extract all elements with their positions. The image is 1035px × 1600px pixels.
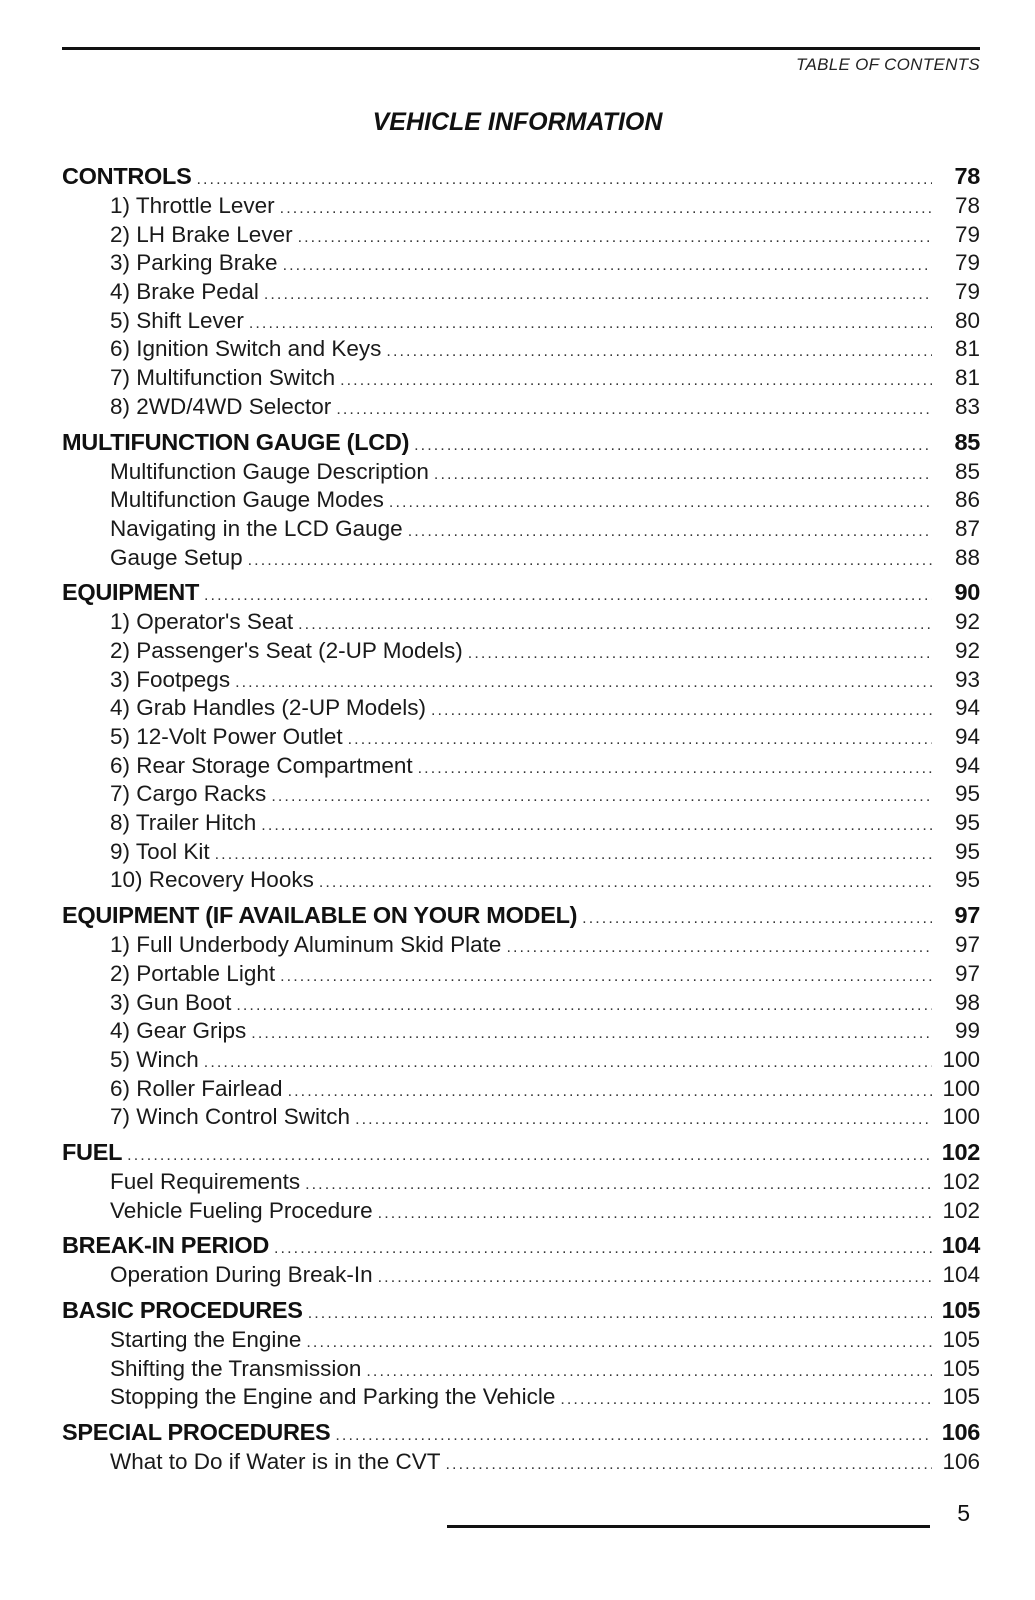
toc-entry[interactable]	[62, 486, 980, 515]
dot-leader	[389, 489, 932, 518]
entry-label: BREAK-IN PERIOD	[62, 1232, 270, 1259]
entry-label: Fuel Requirements	[110, 1168, 301, 1194]
toc-entry[interactable]	[62, 1017, 980, 1046]
entry-page-number: 83	[954, 393, 980, 419]
dot-leader	[431, 697, 932, 726]
entry-page-number: 93	[954, 666, 980, 692]
toc-section	[62, 1230, 980, 1290]
toc-entry[interactable]	[62, 221, 980, 250]
page-title: VEHICLE INFORMATION	[372, 108, 663, 136]
dot-leader	[378, 1264, 932, 1293]
entry-label: 2) LH Brake Lever	[110, 221, 293, 247]
entry-label: 7) Cargo Racks	[110, 781, 267, 807]
entry-page-number: 106	[942, 1449, 980, 1475]
dot-leader	[306, 1329, 932, 1358]
dot-leader	[261, 812, 932, 841]
entry-label: 5) Winch	[110, 1046, 199, 1072]
dot-leader	[468, 640, 932, 669]
entry-label: 1) Throttle Lever	[110, 193, 275, 218]
dot-leader	[446, 1451, 932, 1480]
dot-leader	[336, 396, 932, 425]
dot-leader	[235, 669, 932, 698]
entry-label: Stopping the Engine and Parking the Vehicle	[110, 1384, 556, 1410]
footer-rule	[447, 1525, 930, 1528]
toc-entry[interactable]	[62, 608, 980, 637]
entry-page-number: 94	[954, 752, 980, 778]
toc-entry[interactable]	[62, 278, 980, 307]
entry-label: EQUIPMENT	[62, 579, 200, 606]
dot-leader	[280, 963, 932, 992]
toc-section-heading[interactable]	[62, 1230, 980, 1261]
toc-entry[interactable]	[62, 249, 980, 278]
dot-leader	[280, 195, 932, 224]
toc-entry[interactable]	[62, 960, 980, 989]
entry-page-number: 80	[954, 307, 980, 333]
entry-page-number: 105	[942, 1327, 980, 1352]
entry-label: Multifunction Gauge Modes	[110, 487, 384, 513]
toc-section	[62, 161, 980, 422]
entry-page-number: 94	[954, 724, 980, 749]
dot-leader	[414, 430, 932, 461]
dot-leader	[215, 841, 932, 870]
toc-entry[interactable]	[62, 1075, 980, 1104]
toc-section-heading[interactable]	[62, 161, 980, 192]
toc-entry[interactable]	[62, 752, 980, 781]
dot-leader	[288, 1078, 932, 1107]
entry-label: 4) Brake Pedal	[110, 279, 259, 305]
dot-leader	[271, 783, 932, 812]
toc-entry[interactable]	[62, 364, 980, 393]
entry-page-number: 78	[954, 163, 980, 189]
dot-leader	[582, 903, 932, 934]
toc-section	[62, 1417, 980, 1477]
toc-entry[interactable]	[62, 1326, 980, 1355]
entry-label: 1) Operator's Seat	[110, 609, 294, 635]
entry-page-number: 100	[942, 1104, 980, 1130]
toc-section	[62, 427, 980, 573]
dot-leader	[386, 338, 932, 367]
toc-section	[62, 1295, 980, 1412]
toc-entry[interactable]	[62, 694, 980, 723]
entry-label: CONTROLS	[62, 163, 192, 189]
entry-label: 3) Footpegs	[110, 666, 231, 692]
entry-label: 6) Roller Fairlead	[110, 1075, 283, 1101]
toc-entry[interactable]	[62, 809, 980, 838]
toc-entry[interactable]	[62, 866, 980, 895]
entry-label: 8) Trailer Hitch	[110, 810, 257, 836]
entry-page-number: 81	[954, 336, 980, 362]
toc-section	[62, 900, 980, 1132]
entry-page-number: 92	[954, 609, 980, 635]
toc-section-heading[interactable]	[62, 1137, 980, 1168]
entry-page-number: 81	[954, 365, 980, 391]
toc-entry[interactable]	[62, 1355, 980, 1384]
toc-section-heading[interactable]	[62, 900, 980, 931]
toc-section	[62, 1137, 980, 1225]
toc-entry[interactable]	[62, 335, 980, 364]
entry-page-number: 95	[954, 867, 980, 893]
running-header: TABLE OF CONTENTS	[796, 55, 980, 74]
entry-page-number: 79	[954, 279, 980, 305]
toc-entry[interactable]	[62, 192, 980, 221]
entry-label: 3) Parking Brake	[110, 250, 278, 276]
entry-page-number: 105	[942, 1355, 980, 1381]
dot-leader	[249, 310, 932, 339]
toc-entry[interactable]	[62, 1197, 980, 1226]
entry-label: Multifunction Gauge Description	[110, 458, 429, 484]
dot-leader	[264, 281, 932, 310]
entry-page-number: 100	[942, 1046, 980, 1072]
entry-label: 5) Shift Lever	[110, 307, 244, 333]
entry-page-number: 102	[942, 1197, 980, 1223]
entry-page-number: 94	[954, 695, 980, 721]
toc-entry[interactable]	[62, 1261, 980, 1290]
entry-page-number: 85	[954, 428, 980, 455]
entry-label: 5) 12-Volt Power Outlet	[110, 724, 343, 749]
entry-page-number: 99	[954, 1018, 980, 1044]
entry-label: SPECIAL PROCEDURES	[62, 1419, 331, 1446]
entry-label: FUEL	[62, 1138, 123, 1165]
toc-entry[interactable]	[62, 1448, 980, 1477]
dot-leader	[355, 1106, 932, 1135]
entry-page-number: 95	[954, 838, 980, 864]
entry-label: 2) Passenger's Seat (2-UP Models)	[110, 637, 463, 663]
entry-page-number: 106	[941, 1419, 980, 1446]
toc-entry[interactable]	[62, 666, 980, 695]
dot-leader	[204, 1049, 932, 1078]
toc-entry[interactable]	[62, 1103, 980, 1132]
toc-entry[interactable]	[62, 307, 980, 336]
entry-page-number: 100	[942, 1075, 980, 1101]
dot-leader	[418, 755, 932, 784]
dot-leader	[283, 252, 932, 281]
entry-label: BASIC PROCEDURES	[62, 1297, 303, 1323]
entry-label: Gauge Setup	[110, 544, 243, 570]
dot-leader	[348, 726, 932, 755]
entry-page-number: 105	[941, 1297, 980, 1323]
entry-label: 1) Full Underbody Aluminum Skid Plate	[110, 932, 502, 958]
toc-entry[interactable]	[62, 1046, 980, 1075]
dot-leader	[506, 934, 932, 963]
entry-page-number: 79	[954, 221, 980, 247]
toc-entry[interactable]	[62, 838, 980, 867]
entry-page-number: 88	[954, 544, 980, 570]
entry-page-number: 102	[941, 1138, 980, 1165]
entry-label: What to Do if Water is in the CVT	[110, 1449, 441, 1475]
header-rule	[62, 47, 980, 50]
dot-leader	[340, 367, 932, 396]
dot-leader	[298, 611, 932, 640]
dot-leader	[298, 224, 932, 253]
toc-section	[62, 577, 980, 895]
dot-leader	[366, 1358, 932, 1387]
entry-page-number: 102	[942, 1168, 980, 1194]
entry-label: MULTIFUNCTION GAUGE (LCD)	[62, 428, 410, 455]
dot-leader	[196, 164, 932, 195]
entry-label: 6) Rear Storage Compartment	[110, 752, 413, 778]
entry-label: 2) Portable Light	[110, 960, 276, 986]
toc-entry[interactable]	[62, 1383, 980, 1412]
toc-section-heading[interactable]	[62, 577, 980, 608]
entry-label: 4) Gear Grips	[110, 1018, 247, 1044]
entry-page-number: 97	[954, 960, 980, 986]
entry-label: Starting the Engine	[110, 1327, 302, 1352]
dot-leader	[434, 461, 932, 490]
entry-page-number: 90	[954, 579, 980, 606]
toc-entry[interactable]	[62, 393, 980, 422]
toc-entry[interactable]	[62, 515, 980, 544]
entry-label: EQUIPMENT (IF AVAILABLE ON YOUR MODEL)	[62, 902, 578, 929]
dot-leader	[408, 518, 932, 547]
entry-label: 10) Recovery Hooks	[110, 867, 314, 893]
entry-page-number: 79	[954, 250, 980, 276]
entry-page-number: 97	[954, 932, 980, 958]
toc-entry[interactable]	[62, 723, 980, 752]
toc-entry[interactable]	[62, 637, 980, 666]
entry-label: 4) Grab Handles (2-UP Models)	[110, 695, 426, 721]
entry-page-number: 105	[942, 1384, 980, 1410]
toc-section-heading[interactable]	[62, 1295, 980, 1326]
toc-entry[interactable]	[62, 931, 980, 960]
toc-entry[interactable]	[62, 989, 980, 1018]
dot-leader	[248, 547, 932, 576]
entry-page-number: 86	[954, 487, 980, 513]
toc-entry[interactable]	[62, 780, 980, 809]
dot-leader	[274, 1233, 932, 1264]
entry-page-number: 78	[954, 193, 980, 218]
toc-section-heading[interactable]	[62, 1417, 980, 1448]
entry-page-number: 95	[954, 781, 980, 807]
dot-leader	[560, 1386, 932, 1415]
dot-leader	[236, 992, 932, 1021]
entry-label: 7) Multifunction Switch	[110, 365, 336, 391]
entry-label: Operation During Break-In	[110, 1262, 373, 1288]
toc-entry[interactable]	[62, 544, 980, 573]
entry-page-number: 92	[954, 637, 980, 663]
entry-page-number: 85	[954, 458, 980, 484]
dot-leader	[251, 1020, 932, 1049]
entry-label: Navigating in the LCD Gauge	[110, 515, 403, 541]
toc-entry[interactable]	[62, 1168, 980, 1197]
entry-label: 3) Gun Boot	[110, 989, 232, 1015]
entry-page-number: 87	[954, 515, 980, 541]
entry-page-number: 104	[941, 1232, 980, 1259]
dot-leader	[319, 869, 932, 898]
entry-page-number: 95	[954, 810, 980, 836]
entry-label: 6) Ignition Switch and Keys	[110, 336, 382, 362]
entry-page-number: 104	[942, 1262, 980, 1288]
entry-label: Shifting the Transmission	[110, 1355, 362, 1381]
page-number: 5	[957, 1500, 970, 1526]
dot-leader	[305, 1171, 932, 1200]
entry-label: Vehicle Fueling Procedure	[110, 1197, 373, 1223]
toc-entry[interactable]	[62, 458, 980, 487]
dot-leader	[378, 1200, 932, 1229]
entry-label: 7) Winch Control Switch	[110, 1104, 351, 1130]
dot-leader	[308, 1298, 932, 1329]
dot-leader	[204, 580, 932, 611]
entry-label: 9) Tool Kit	[110, 838, 210, 864]
dot-leader	[335, 1420, 932, 1451]
dot-leader	[127, 1140, 932, 1171]
entry-label: 8) 2WD/4WD Selector	[110, 393, 332, 419]
entry-page-number: 98	[954, 989, 980, 1015]
entry-page-number: 97	[954, 902, 980, 929]
toc-section-heading[interactable]	[62, 427, 980, 458]
table-of-contents	[62, 161, 980, 1482]
